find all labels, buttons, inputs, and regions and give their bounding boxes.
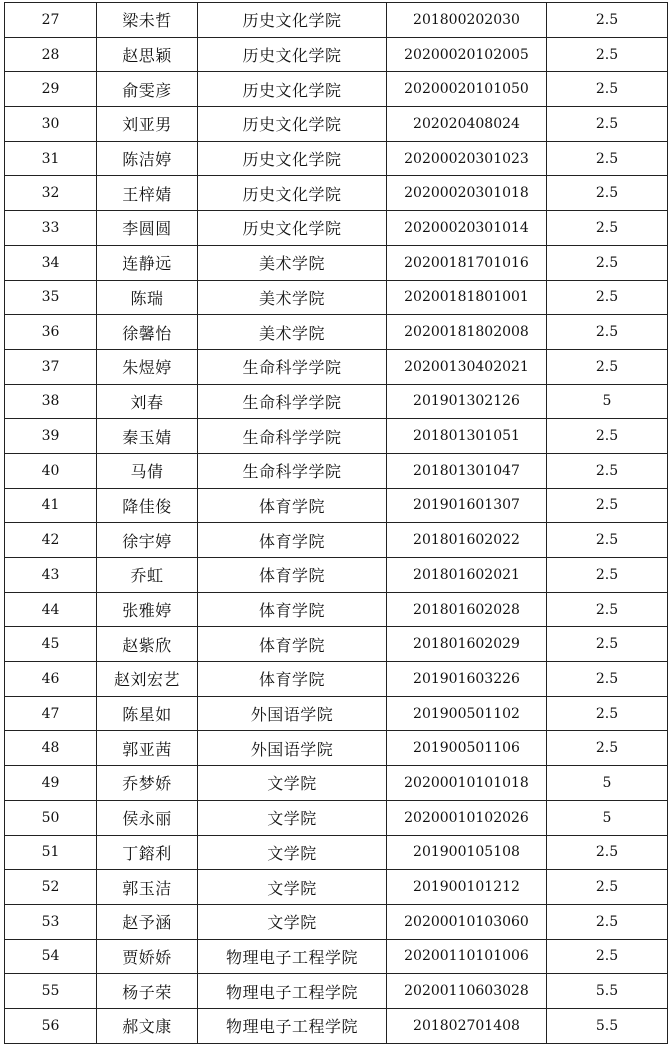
- college-cell: 体育学院: [198, 592, 387, 627]
- student-id-cell: 20200110101006: [387, 939, 547, 974]
- table-row: [5, 558, 668, 593]
- credit-value-cell: 2.5: [547, 904, 668, 939]
- college-cell: 文学院: [198, 800, 387, 835]
- student-id-cell: 20200020301023: [387, 141, 547, 176]
- college-cell: 体育学院: [198, 662, 387, 697]
- credit-value-cell: 2.5: [547, 37, 668, 72]
- college-cell: 美术学院: [198, 280, 387, 315]
- table-row: [5, 384, 668, 419]
- college-cell: 体育学院: [198, 558, 387, 593]
- student-name-cell: 朱煜婷: [97, 349, 198, 384]
- college-cell: 生命科学学院: [198, 453, 387, 488]
- student-name-cell: 丁鎔利: [97, 835, 198, 870]
- college-cell: 历史文化学院: [198, 72, 387, 107]
- row-number-cell: 51: [5, 835, 97, 870]
- table-row: [5, 800, 668, 835]
- table-row: [5, 766, 668, 801]
- college-cell: 历史文化学院: [198, 3, 387, 38]
- student-id-cell: 20200110603028: [387, 974, 547, 1009]
- table-row: [5, 176, 668, 211]
- college-cell: 体育学院: [198, 627, 387, 662]
- student-id-cell: 202020408024: [387, 107, 547, 142]
- credit-value-cell: 2.5: [547, 315, 668, 350]
- table-row: [5, 939, 668, 974]
- credit-value-cell: 2.5: [547, 72, 668, 107]
- table-row: [5, 349, 668, 384]
- college-cell: 生命科学学院: [198, 419, 387, 454]
- student-name-cell: 赵予涵: [97, 904, 198, 939]
- student-name-cell: 乔虹: [97, 558, 198, 593]
- credit-value-cell: 5: [547, 384, 668, 419]
- table-row: [5, 37, 668, 72]
- college-cell: 外国语学院: [198, 696, 387, 731]
- row-number-cell: 55: [5, 974, 97, 1009]
- college-cell: 历史文化学院: [198, 107, 387, 142]
- row-number-cell: 28: [5, 37, 97, 72]
- table-row: [5, 280, 668, 315]
- college-cell: 历史文化学院: [198, 211, 387, 246]
- credit-value-cell: 2.5: [547, 696, 668, 731]
- row-number-cell: 41: [5, 488, 97, 523]
- row-number-cell: 43: [5, 558, 97, 593]
- row-number-cell: 54: [5, 939, 97, 974]
- row-number-cell: 34: [5, 245, 97, 280]
- credit-value-cell: 2.5: [547, 627, 668, 662]
- credit-value-cell: 2.5: [547, 835, 668, 870]
- student-name-cell: 贾娇娇: [97, 939, 198, 974]
- student-id-cell: 20200181802008: [387, 315, 547, 350]
- college-cell: 文学院: [198, 870, 387, 905]
- college-cell: 历史文化学院: [198, 176, 387, 211]
- credit-value-cell: 2.5: [547, 453, 668, 488]
- student-id-cell: 201900101212: [387, 870, 547, 905]
- credit-value-cell: 2.5: [547, 558, 668, 593]
- student-name-cell: 赵思颖: [97, 37, 198, 72]
- row-number-cell: 53: [5, 904, 97, 939]
- table-row: [5, 662, 668, 697]
- credit-value-cell: 5.5: [547, 1008, 668, 1043]
- row-number-cell: 36: [5, 315, 97, 350]
- credit-value-cell: 2.5: [547, 141, 668, 176]
- student-id-cell: 20200020301014: [387, 211, 547, 246]
- table-row: [5, 3, 668, 38]
- table-row: [5, 419, 668, 454]
- college-cell: 文学院: [198, 904, 387, 939]
- table-row: [5, 72, 668, 107]
- table-row: [5, 870, 668, 905]
- row-number-cell: 42: [5, 523, 97, 558]
- credit-value-cell: 2.5: [547, 3, 668, 38]
- table-row: [5, 1008, 668, 1043]
- credit-value-cell: 2.5: [547, 211, 668, 246]
- row-number-cell: 31: [5, 141, 97, 176]
- college-cell: 文学院: [198, 766, 387, 801]
- student-name-cell: 李圆圆: [97, 211, 198, 246]
- student-name-cell: 陈星如: [97, 696, 198, 731]
- college-cell: 历史文化学院: [198, 141, 387, 176]
- college-cell: 美术学院: [198, 315, 387, 350]
- student-name-cell: 杨子荣: [97, 974, 198, 1009]
- student-id-cell: 201801602029: [387, 627, 547, 662]
- table-row: [5, 107, 668, 142]
- college-cell: 体育学院: [198, 488, 387, 523]
- table-row: [5, 627, 668, 662]
- student-name-cell: 陈洁婷: [97, 141, 198, 176]
- college-cell: 物理电子工程学院: [198, 939, 387, 974]
- student-name-cell: 王梓婧: [97, 176, 198, 211]
- credit-value-cell: 2.5: [547, 870, 668, 905]
- student-table: [4, 2, 668, 1044]
- credit-value-cell: 2.5: [547, 107, 668, 142]
- student-id-cell: 20200010103060: [387, 904, 547, 939]
- row-number-cell: 44: [5, 592, 97, 627]
- credit-value-cell: 2.5: [547, 245, 668, 280]
- student-name-cell: 张雅婷: [97, 592, 198, 627]
- student-id-cell: 20200010101018: [387, 766, 547, 801]
- row-number-cell: 49: [5, 766, 97, 801]
- student-name-cell: 梁未哲: [97, 3, 198, 38]
- table-row: [5, 835, 668, 870]
- row-number-cell: 38: [5, 384, 97, 419]
- college-cell: 外国语学院: [198, 731, 387, 766]
- student-id-cell: 201800202030: [387, 3, 547, 38]
- student-id-cell: 20200181801001: [387, 280, 547, 315]
- student-name-cell: 陈瑞: [97, 280, 198, 315]
- table-row: [5, 731, 668, 766]
- table-row: [5, 488, 668, 523]
- table-row: [5, 696, 668, 731]
- college-cell: 生命科学学院: [198, 349, 387, 384]
- student-id-cell: 201801301047: [387, 453, 547, 488]
- credit-value-cell: 5: [547, 766, 668, 801]
- row-number-cell: 45: [5, 627, 97, 662]
- student-name-cell: 连静远: [97, 245, 198, 280]
- row-number-cell: 32: [5, 176, 97, 211]
- student-name-cell: 刘春: [97, 384, 198, 419]
- credit-value-cell: 2.5: [547, 280, 668, 315]
- row-number-cell: 29: [5, 72, 97, 107]
- student-name-cell: 赵刘宏艺: [97, 662, 198, 697]
- student-id-cell: 201801602021: [387, 558, 547, 593]
- credit-value-cell: 2.5: [547, 523, 668, 558]
- student-id-cell: 201901601307: [387, 488, 547, 523]
- student-id-cell: 201802701408: [387, 1008, 547, 1043]
- row-number-cell: 40: [5, 453, 97, 488]
- credit-value-cell: 2.5: [547, 592, 668, 627]
- student-table-body: [5, 3, 668, 1044]
- student-id-cell: 201801301051: [387, 419, 547, 454]
- row-number-cell: 52: [5, 870, 97, 905]
- table-row: [5, 453, 668, 488]
- student-id-cell: 201900105108: [387, 835, 547, 870]
- row-number-cell: 56: [5, 1008, 97, 1043]
- student-name-cell: 郭亚茜: [97, 731, 198, 766]
- student-name-cell: 马倩: [97, 453, 198, 488]
- credit-value-cell: 2.5: [547, 176, 668, 211]
- row-number-cell: 30: [5, 107, 97, 142]
- student-name-cell: 秦玉婧: [97, 419, 198, 454]
- credit-value-cell: 2.5: [547, 662, 668, 697]
- student-id-cell: 201801602028: [387, 592, 547, 627]
- student-name-cell: 郭玉洁: [97, 870, 198, 905]
- credit-value-cell: 2.5: [547, 939, 668, 974]
- student-name-cell: 郝文康: [97, 1008, 198, 1043]
- college-cell: 美术学院: [198, 245, 387, 280]
- college-cell: 生命科学学院: [198, 384, 387, 419]
- student-name-cell: 赵紫欣: [97, 627, 198, 662]
- college-cell: 物理电子工程学院: [198, 1008, 387, 1043]
- credit-value-cell: 2.5: [547, 731, 668, 766]
- credit-value-cell: 5: [547, 800, 668, 835]
- student-name-cell: 俞雯彦: [97, 72, 198, 107]
- table-row: [5, 904, 668, 939]
- student-id-cell: 201900501106: [387, 731, 547, 766]
- college-cell: 文学院: [198, 835, 387, 870]
- table-row: [5, 141, 668, 176]
- credit-value-cell: 2.5: [547, 419, 668, 454]
- table-row: [5, 523, 668, 558]
- table-row: [5, 245, 668, 280]
- student-name-cell: 乔梦娇: [97, 766, 198, 801]
- student-id-cell: 20200181701016: [387, 245, 547, 280]
- row-number-cell: 27: [5, 3, 97, 38]
- student-name-cell: 徐宇婷: [97, 523, 198, 558]
- credit-value-cell: 5.5: [547, 974, 668, 1009]
- student-id-cell: 201901302126: [387, 384, 547, 419]
- college-cell: 体育学院: [198, 523, 387, 558]
- row-number-cell: 50: [5, 800, 97, 835]
- table-row: [5, 974, 668, 1009]
- student-name-cell: 侯永丽: [97, 800, 198, 835]
- student-id-cell: 20200130402021: [387, 349, 547, 384]
- row-number-cell: 48: [5, 731, 97, 766]
- student-id-cell: 201900501102: [387, 696, 547, 731]
- table-row: [5, 315, 668, 350]
- college-cell: 物理电子工程学院: [198, 974, 387, 1009]
- credit-value-cell: 2.5: [547, 488, 668, 523]
- credit-value-cell: 2.5: [547, 349, 668, 384]
- student-id-cell: 201801602022: [387, 523, 547, 558]
- student-id-cell: 201901603226: [387, 662, 547, 697]
- row-number-cell: 47: [5, 696, 97, 731]
- table-row: [5, 211, 668, 246]
- student-id-cell: 20200020101050: [387, 72, 547, 107]
- student-id-cell: 20200010102026: [387, 800, 547, 835]
- table-row: [5, 592, 668, 627]
- student-name-cell: 刘亚男: [97, 107, 198, 142]
- student-id-cell: 20200020301018: [387, 176, 547, 211]
- row-number-cell: 37: [5, 349, 97, 384]
- student-name-cell: 降佳俊: [97, 488, 198, 523]
- row-number-cell: 46: [5, 662, 97, 697]
- student-id-cell: 20200020102005: [387, 37, 547, 72]
- row-number-cell: 33: [5, 211, 97, 246]
- college-cell: 历史文化学院: [198, 37, 387, 72]
- row-number-cell: 35: [5, 280, 97, 315]
- student-name-cell: 徐馨怡: [97, 315, 198, 350]
- row-number-cell: 39: [5, 419, 97, 454]
